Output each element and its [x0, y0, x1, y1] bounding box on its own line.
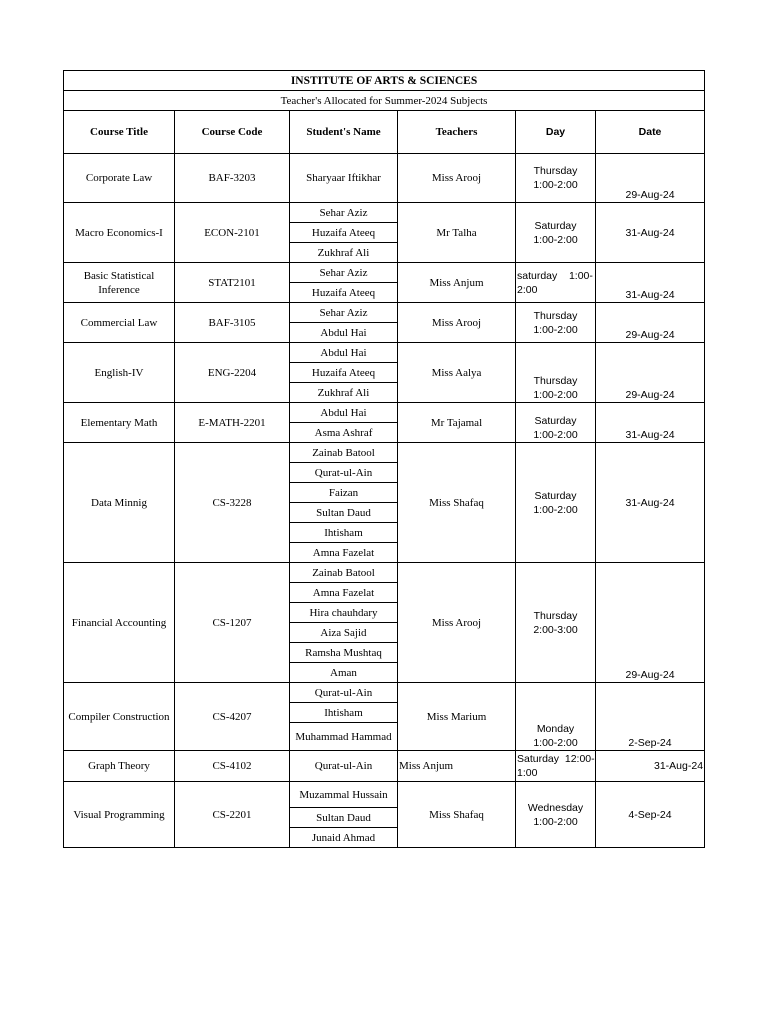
student-name: Sehar Aziz: [290, 263, 398, 283]
teacher-name: Mr Tajamal: [398, 403, 516, 443]
course-title: Compiler Construction: [64, 683, 175, 751]
course-title: Graph Theory: [64, 751, 175, 782]
course-title: Macro Economics-I: [64, 203, 175, 263]
student-name: Ihtisham: [290, 703, 398, 723]
table-row: [64, 443, 705, 463]
student-name: Sehar Aziz: [290, 203, 398, 223]
student-name: Aiza Sajid: [290, 623, 398, 643]
day-time: Thursday 2:00-3:00: [516, 563, 596, 683]
course-title: English-IV: [64, 343, 175, 403]
document-title: INSTITUTE OF ARTS & SCIENCES: [64, 71, 705, 91]
student-name: Aman: [290, 663, 398, 683]
exam-date: 31-Aug-24: [596, 203, 705, 263]
course-title: Elementary Math: [64, 403, 175, 443]
student-name: Huzaifa Ateeq: [290, 283, 398, 303]
teacher-name: Miss Shafaq: [398, 443, 516, 563]
table-row: [64, 403, 705, 423]
exam-date: 31-Aug-24: [596, 263, 705, 303]
course-code: CS-1207: [175, 563, 290, 683]
teacher-name: Miss Aalya: [398, 343, 516, 403]
student-name: Sultan Daud: [290, 808, 398, 828]
student-name: Zukhraf Ali: [290, 383, 398, 403]
teacher-name: Miss Shafaq: [398, 782, 516, 848]
teacher-name: Mr Talha: [398, 203, 516, 263]
student-name: Qurat-ul-Ain: [290, 463, 398, 483]
student-name: Zukhraf Ali: [290, 243, 398, 263]
table-row: [64, 154, 705, 203]
student-name: Junaid Ahmad: [290, 828, 398, 848]
student-name: Amna Fazelat: [290, 543, 398, 563]
course-title: Visual Programming: [64, 782, 175, 848]
student-name: Zainab Batool: [290, 443, 398, 463]
course-code: BAF-3203: [175, 154, 290, 203]
student-name: Abdul Hai: [290, 403, 398, 423]
teacher-name: Miss Marium: [398, 683, 516, 751]
header-course-title: Course Title: [64, 111, 175, 154]
student-name: Abdul Hai: [290, 343, 398, 363]
teacher-name: Miss Arooj: [398, 303, 516, 343]
course-title: Corporate Law: [64, 154, 175, 203]
day-time: Thursday 1:00-2:00: [516, 343, 596, 403]
student-name: Qurat-ul-Ain: [290, 751, 398, 782]
course-code: CS-3228: [175, 443, 290, 563]
student-name: Muhammad Hammad: [290, 723, 398, 751]
student-name: Huzaifa Ateeq: [290, 363, 398, 383]
table-row: [64, 303, 705, 323]
course-code: ECON-2101: [175, 203, 290, 263]
course-title: Data Minnig: [64, 443, 175, 563]
exam-date: 29-Aug-24: [596, 154, 705, 203]
exam-date: 31-Aug-24: [596, 751, 705, 782]
teacher-name: Miss Anjum: [398, 751, 516, 782]
day-time: Saturday 1:00-2:00: [516, 203, 596, 263]
student-name: Sharyaar Iftikhar: [290, 154, 398, 203]
course-title: Commercial Law: [64, 303, 175, 343]
exam-date: 29-Aug-24: [596, 303, 705, 343]
course-code: CS-4102: [175, 751, 290, 782]
student-name: Sultan Daud: [290, 503, 398, 523]
exam-date: 2-Sep-24: [596, 683, 705, 751]
day-time: Thursday 1:00-2:00: [516, 303, 596, 343]
course-code: CS-4207: [175, 683, 290, 751]
student-name: Abdul Hai: [290, 323, 398, 343]
course-code: E-MATH-2201: [175, 403, 290, 443]
student-name: Ihtisham: [290, 523, 398, 543]
exam-date: 4-Sep-24: [596, 782, 705, 848]
table-body: [64, 154, 705, 848]
course-code: ENG-2204: [175, 343, 290, 403]
table-row: [64, 343, 705, 363]
table-row: [64, 263, 705, 283]
day-time: Saturday 1:00-2:00: [516, 403, 596, 443]
exam-date: 29-Aug-24: [596, 563, 705, 683]
document-subtitle: Teacher's Allocated for Summer-2024 Subjects: [64, 91, 705, 111]
student-name: Huzaifa Ateeq: [290, 223, 398, 243]
student-name: Hira chauhdary: [290, 603, 398, 623]
day-time: Saturday 12:00- 1:00: [516, 751, 596, 782]
header-date: Date: [596, 111, 705, 154]
course-title: Financial Accounting: [64, 563, 175, 683]
course-code: STAT2101: [175, 263, 290, 303]
table-row: [64, 683, 705, 703]
teacher-name: Miss Arooj: [398, 563, 516, 683]
teacher-name: Miss Arooj: [398, 154, 516, 203]
table-row: [64, 782, 705, 808]
header-course-code: Course Code: [175, 111, 290, 154]
course-code: CS-2201: [175, 782, 290, 848]
day-time: Monday 1:00-2:00: [516, 683, 596, 751]
header-teachers: Teachers: [398, 111, 516, 154]
exam-date: 31-Aug-24: [596, 403, 705, 443]
table-row: [64, 203, 705, 223]
student-name: Sehar Aziz: [290, 303, 398, 323]
student-name: Zainab Batool: [290, 563, 398, 583]
day-time: Saturday 1:00-2:00: [516, 443, 596, 563]
table-row: [64, 751, 705, 782]
course-title: Basic Statistical Inference: [64, 263, 175, 303]
day-time: Wednesday 1:00-2:00: [516, 782, 596, 848]
header-student-name: Student's Name: [290, 111, 398, 154]
student-name: Muzammal Hussain: [290, 782, 398, 808]
student-name: Amna Fazelat: [290, 583, 398, 603]
course-code: BAF-3105: [175, 303, 290, 343]
header-day: Day: [516, 111, 596, 154]
teacher-name: Miss Anjum: [398, 263, 516, 303]
allocation-table: [63, 70, 705, 848]
day-time: Thursday 1:00-2:00: [516, 154, 596, 203]
exam-date: 31-Aug-24: [596, 443, 705, 563]
table-row: [64, 563, 705, 583]
exam-date: 29-Aug-24: [596, 343, 705, 403]
student-name: Faizan: [290, 483, 398, 503]
student-name: Qurat-ul-Ain: [290, 683, 398, 703]
student-name: Asma Ashraf: [290, 423, 398, 443]
student-name: Ramsha Mushtaq: [290, 643, 398, 663]
day-time: saturday 1:00- 2:00: [516, 263, 596, 303]
